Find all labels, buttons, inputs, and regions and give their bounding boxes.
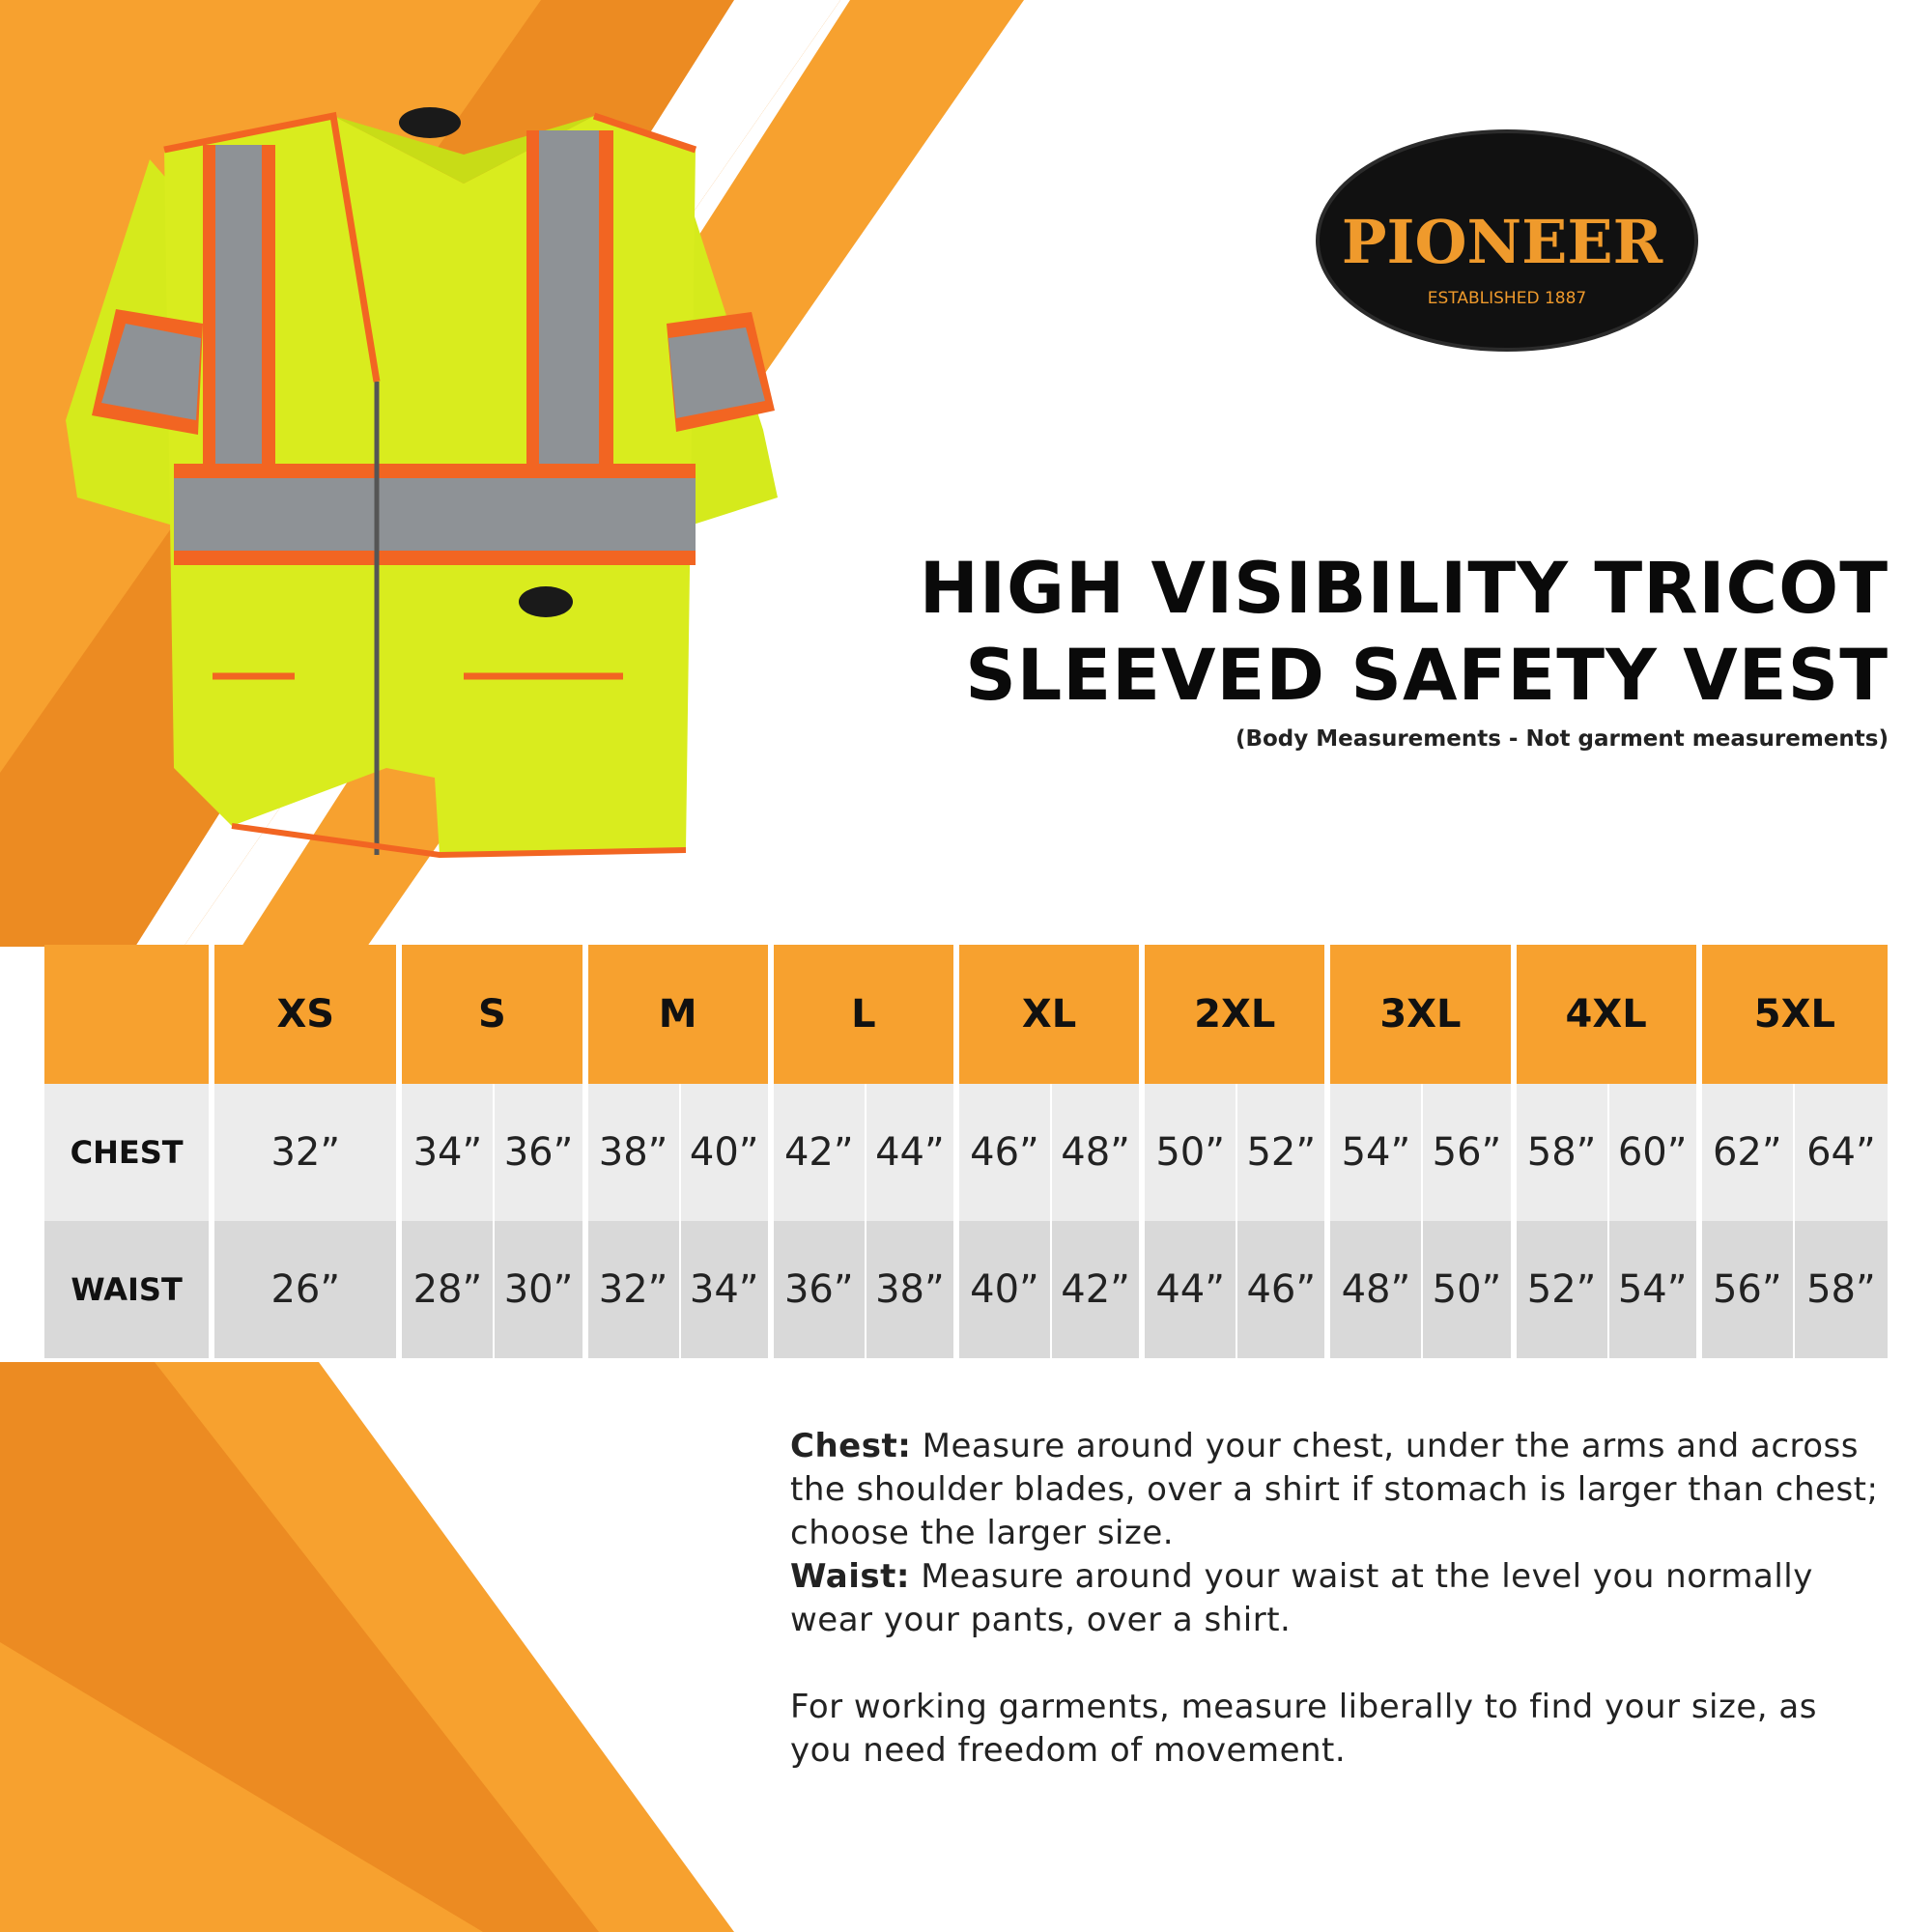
chest-4xl-min: 58” <box>1517 1084 1609 1221</box>
chest-5xl-max: 64” <box>1795 1084 1888 1221</box>
chest-xl-max: 48” <box>1052 1084 1145 1221</box>
chest-2xl-max: 52” <box>1237 1084 1330 1221</box>
chest-5xl-min: 62” <box>1702 1084 1795 1221</box>
chest-4xl-max: 60” <box>1609 1084 1702 1221</box>
chest-row <box>44 1084 1888 1221</box>
page-title <box>920 546 1889 720</box>
svg-text:ESTABLISHED 1887: ESTABLISHED 1887 <box>1427 289 1587 308</box>
svg-text:PIONEER: PIONEER <box>1341 207 1663 277</box>
waist-5xl-min: 56” <box>1702 1221 1795 1358</box>
waist-label: WAIST <box>44 1221 214 1358</box>
chest-2xl-min: 50” <box>1145 1084 1237 1221</box>
pioneer-logo <box>1314 128 1700 355</box>
page-subtitle: (Body Measurements - Not garment measurements) <box>1235 726 1889 752</box>
chest-note <box>790 1425 1882 1555</box>
waist-xl-min: 40” <box>959 1221 1052 1358</box>
size-header-row <box>44 945 1888 1084</box>
title-line-2: SLEEVED SAFETY VEST <box>965 635 1889 717</box>
safety-vest-image <box>58 92 879 894</box>
waist-4xl-min: 52” <box>1517 1221 1609 1358</box>
chest-s-min: 34” <box>402 1084 495 1221</box>
size-header-l: L <box>774 945 959 1084</box>
title-line-1: HIGH VISIBILITY TRICOT <box>919 548 1889 630</box>
chest-m-max: 40” <box>681 1084 774 1221</box>
notes-spacer <box>790 1642 1882 1686</box>
size-header-m: M <box>588 945 774 1084</box>
size-header-xs: XS <box>214 945 402 1084</box>
chest-xs: 32” <box>214 1084 402 1221</box>
waist-note-text: Measure around your waist at the level you normally wear your pants, over a shirt. <box>790 1557 1813 1639</box>
chest-l-min: 42” <box>774 1084 867 1221</box>
waist-2xl-min: 44” <box>1145 1221 1237 1358</box>
waist-2xl-max: 46” <box>1237 1221 1330 1358</box>
chest-l-max: 44” <box>867 1084 959 1221</box>
waist-4xl-max: 54” <box>1609 1221 1702 1358</box>
measurement-notes <box>790 1425 1882 1773</box>
chest-3xl-max: 56” <box>1423 1084 1516 1221</box>
waist-m-max: 34” <box>681 1221 774 1358</box>
waist-l-min: 36” <box>774 1221 867 1358</box>
chest-m-min: 38” <box>588 1084 681 1221</box>
size-header-3xl: 3XL <box>1330 945 1516 1084</box>
chest-xl-min: 46” <box>959 1084 1052 1221</box>
chest-3xl-min: 54” <box>1330 1084 1423 1221</box>
chest-note-label: Chest: <box>790 1427 912 1465</box>
general-note: For working garments, measure liberally to find your size, as you need freedom of movement. <box>790 1688 1817 1770</box>
size-chart-table <box>44 945 1888 1358</box>
waist-5xl-max: 58” <box>1795 1221 1888 1358</box>
waist-3xl-max: 50” <box>1423 1221 1516 1358</box>
waist-s-min: 28” <box>402 1221 495 1358</box>
waist-s-max: 30” <box>495 1221 587 1358</box>
size-header-xl: XL <box>959 945 1145 1084</box>
chest-label: CHEST <box>44 1084 214 1221</box>
waist-row <box>44 1221 1888 1358</box>
chest-note-text: Measure around your chest, under the arms and across the shoulder blades, over a shirt if stomach is larger than chest; choose the larger size. <box>790 1427 1879 1552</box>
waist-note-label: Waist: <box>790 1557 910 1596</box>
waist-xl-max: 42” <box>1052 1221 1145 1358</box>
waist-m-min: 32” <box>588 1221 681 1358</box>
waist-xs: 26” <box>214 1221 402 1358</box>
size-header-5xl: 5XL <box>1702 945 1888 1084</box>
size-header-s: S <box>402 945 587 1084</box>
waist-l-max: 38” <box>867 1221 959 1358</box>
waist-note <box>790 1555 1882 1642</box>
size-header-4xl: 4XL <box>1517 945 1702 1084</box>
chest-s-max: 36” <box>495 1084 587 1221</box>
corner-cell <box>44 945 214 1084</box>
waist-3xl-min: 48” <box>1330 1221 1423 1358</box>
size-header-2xl: 2XL <box>1145 945 1330 1084</box>
